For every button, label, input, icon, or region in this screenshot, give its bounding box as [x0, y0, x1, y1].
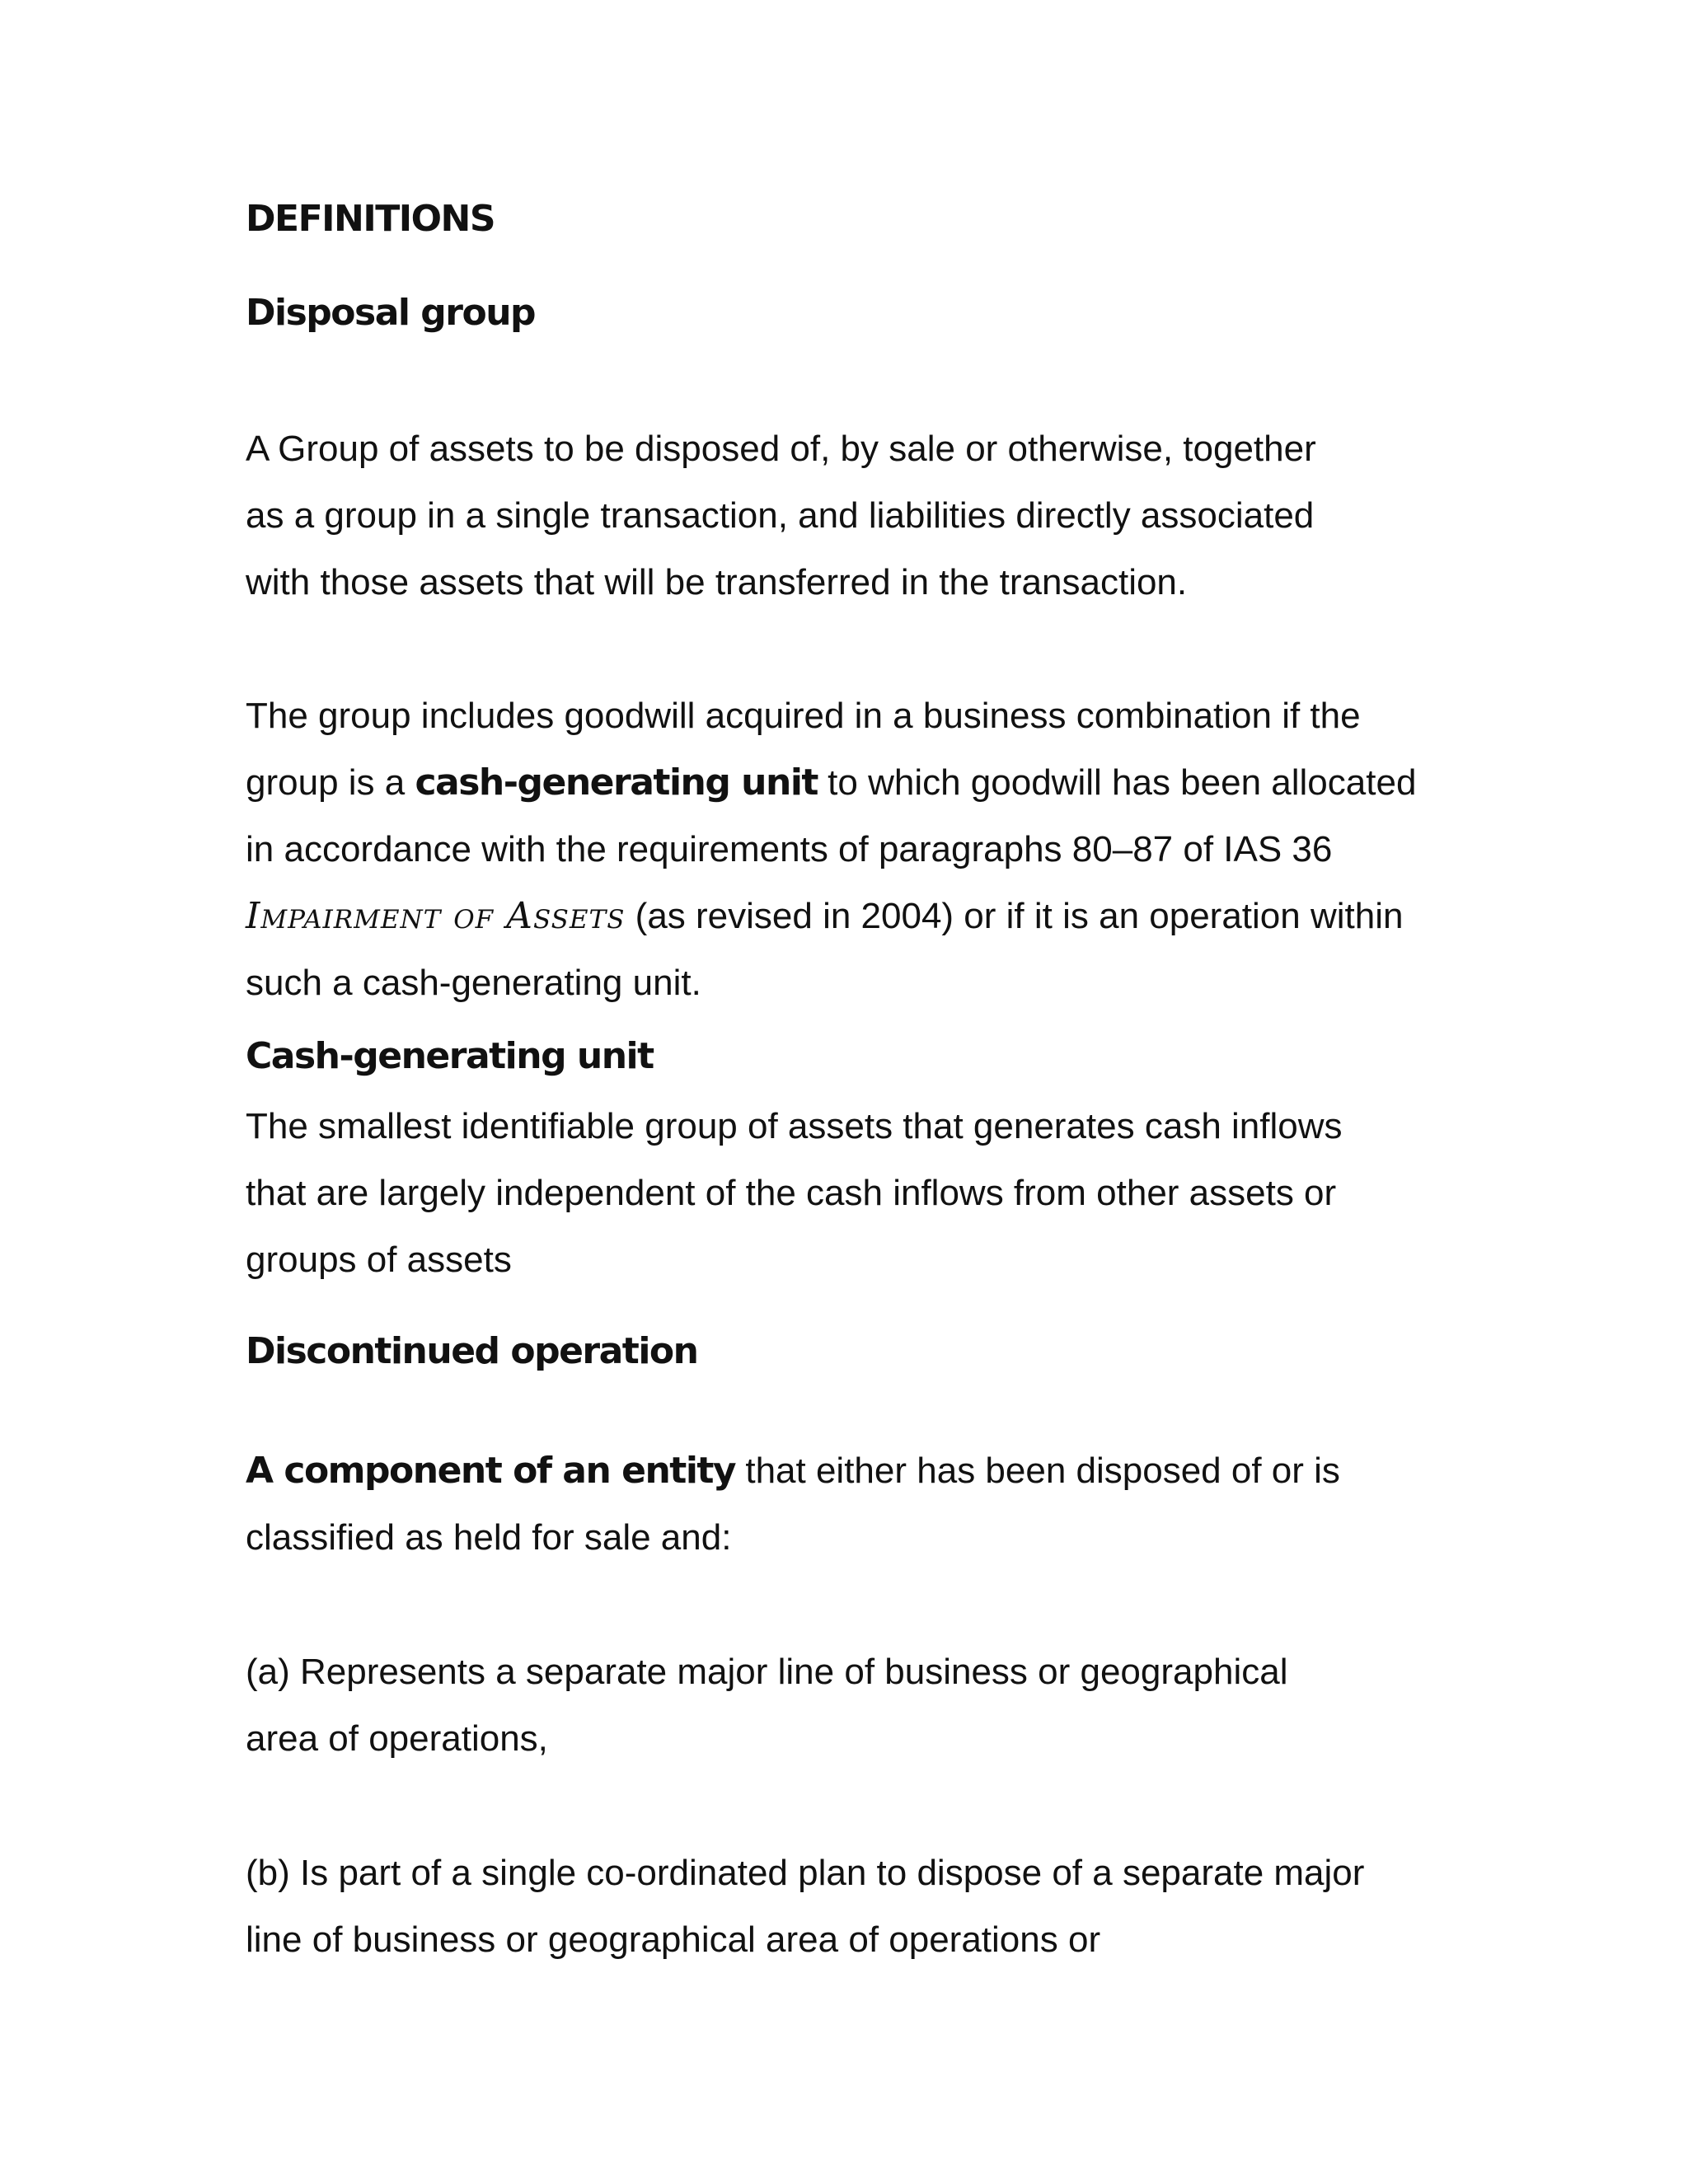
page-title: DEFINITIONS	[246, 198, 495, 240]
text-line: that are largely independent of the cash inflows from other assets or	[246, 1173, 1337, 1213]
text-line: line of business or geographical area of operations or	[246, 1919, 1101, 1960]
defined-term-cash-generating-unit: cash-generating unit	[415, 762, 818, 804]
discontinued-operation-definition	[246, 1437, 1340, 1571]
cash-generating-unit-definition	[246, 1093, 1343, 1293]
text-line: in accordance with the requirements of paragraphs 80–87 of IAS 36	[246, 829, 1333, 869]
text-line	[246, 1437, 1340, 1504]
text-line: (a) Represents a separate major line of business or geographical	[246, 1652, 1288, 1692]
list-item-b	[246, 1840, 1364, 1973]
text-line: with those assets that will be transferred in the transaction.	[246, 562, 1188, 602]
disposal-group-goodwill-paragraph	[246, 682, 1416, 1016]
text-line: area of operations,	[246, 1718, 548, 1759]
text-line: The group includes goodwill acquired in a business combination if the	[246, 696, 1361, 736]
standard-title: Impairment of Assets	[246, 895, 626, 937]
text-line: such a cash-generating unit.	[246, 963, 701, 1003]
text-fragment: group is a	[246, 762, 415, 803]
section-heading-disposal-group: Disposal group	[246, 292, 536, 334]
disposal-group-definition	[246, 415, 1316, 616]
text-line: as a group in a single transaction, and liabilities directly associated	[246, 495, 1315, 536]
list-item-a	[246, 1638, 1287, 1772]
text-fragment: (as revised in 2004) or if it is an operation within	[625, 896, 1404, 936]
text-line: groups of assets	[246, 1240, 512, 1280]
text-line: (b) Is part of a single co-ordinated plan to dispose of a separate major	[246, 1853, 1365, 1893]
text-line	[246, 883, 1416, 949]
text-line: classified as held for sale and:	[246, 1517, 732, 1558]
text-line	[246, 749, 1416, 816]
text-fragment: that either has been disposed of or is	[735, 1451, 1340, 1491]
text-line: A Group of assets to be disposed of, by sale or otherwise, together	[246, 429, 1316, 469]
section-heading-discontinued-operation: Discontinued operation	[246, 1330, 698, 1372]
text-line: The smallest identifiable group of assets that generates cash inflows	[246, 1106, 1343, 1146]
section-heading-cash-generating-unit: Cash-generating unit	[246, 1035, 654, 1077]
defined-term-component-of-entity: A component of an entity	[246, 1450, 736, 1492]
text-fragment: to which goodwill has been allocated	[817, 762, 1417, 803]
